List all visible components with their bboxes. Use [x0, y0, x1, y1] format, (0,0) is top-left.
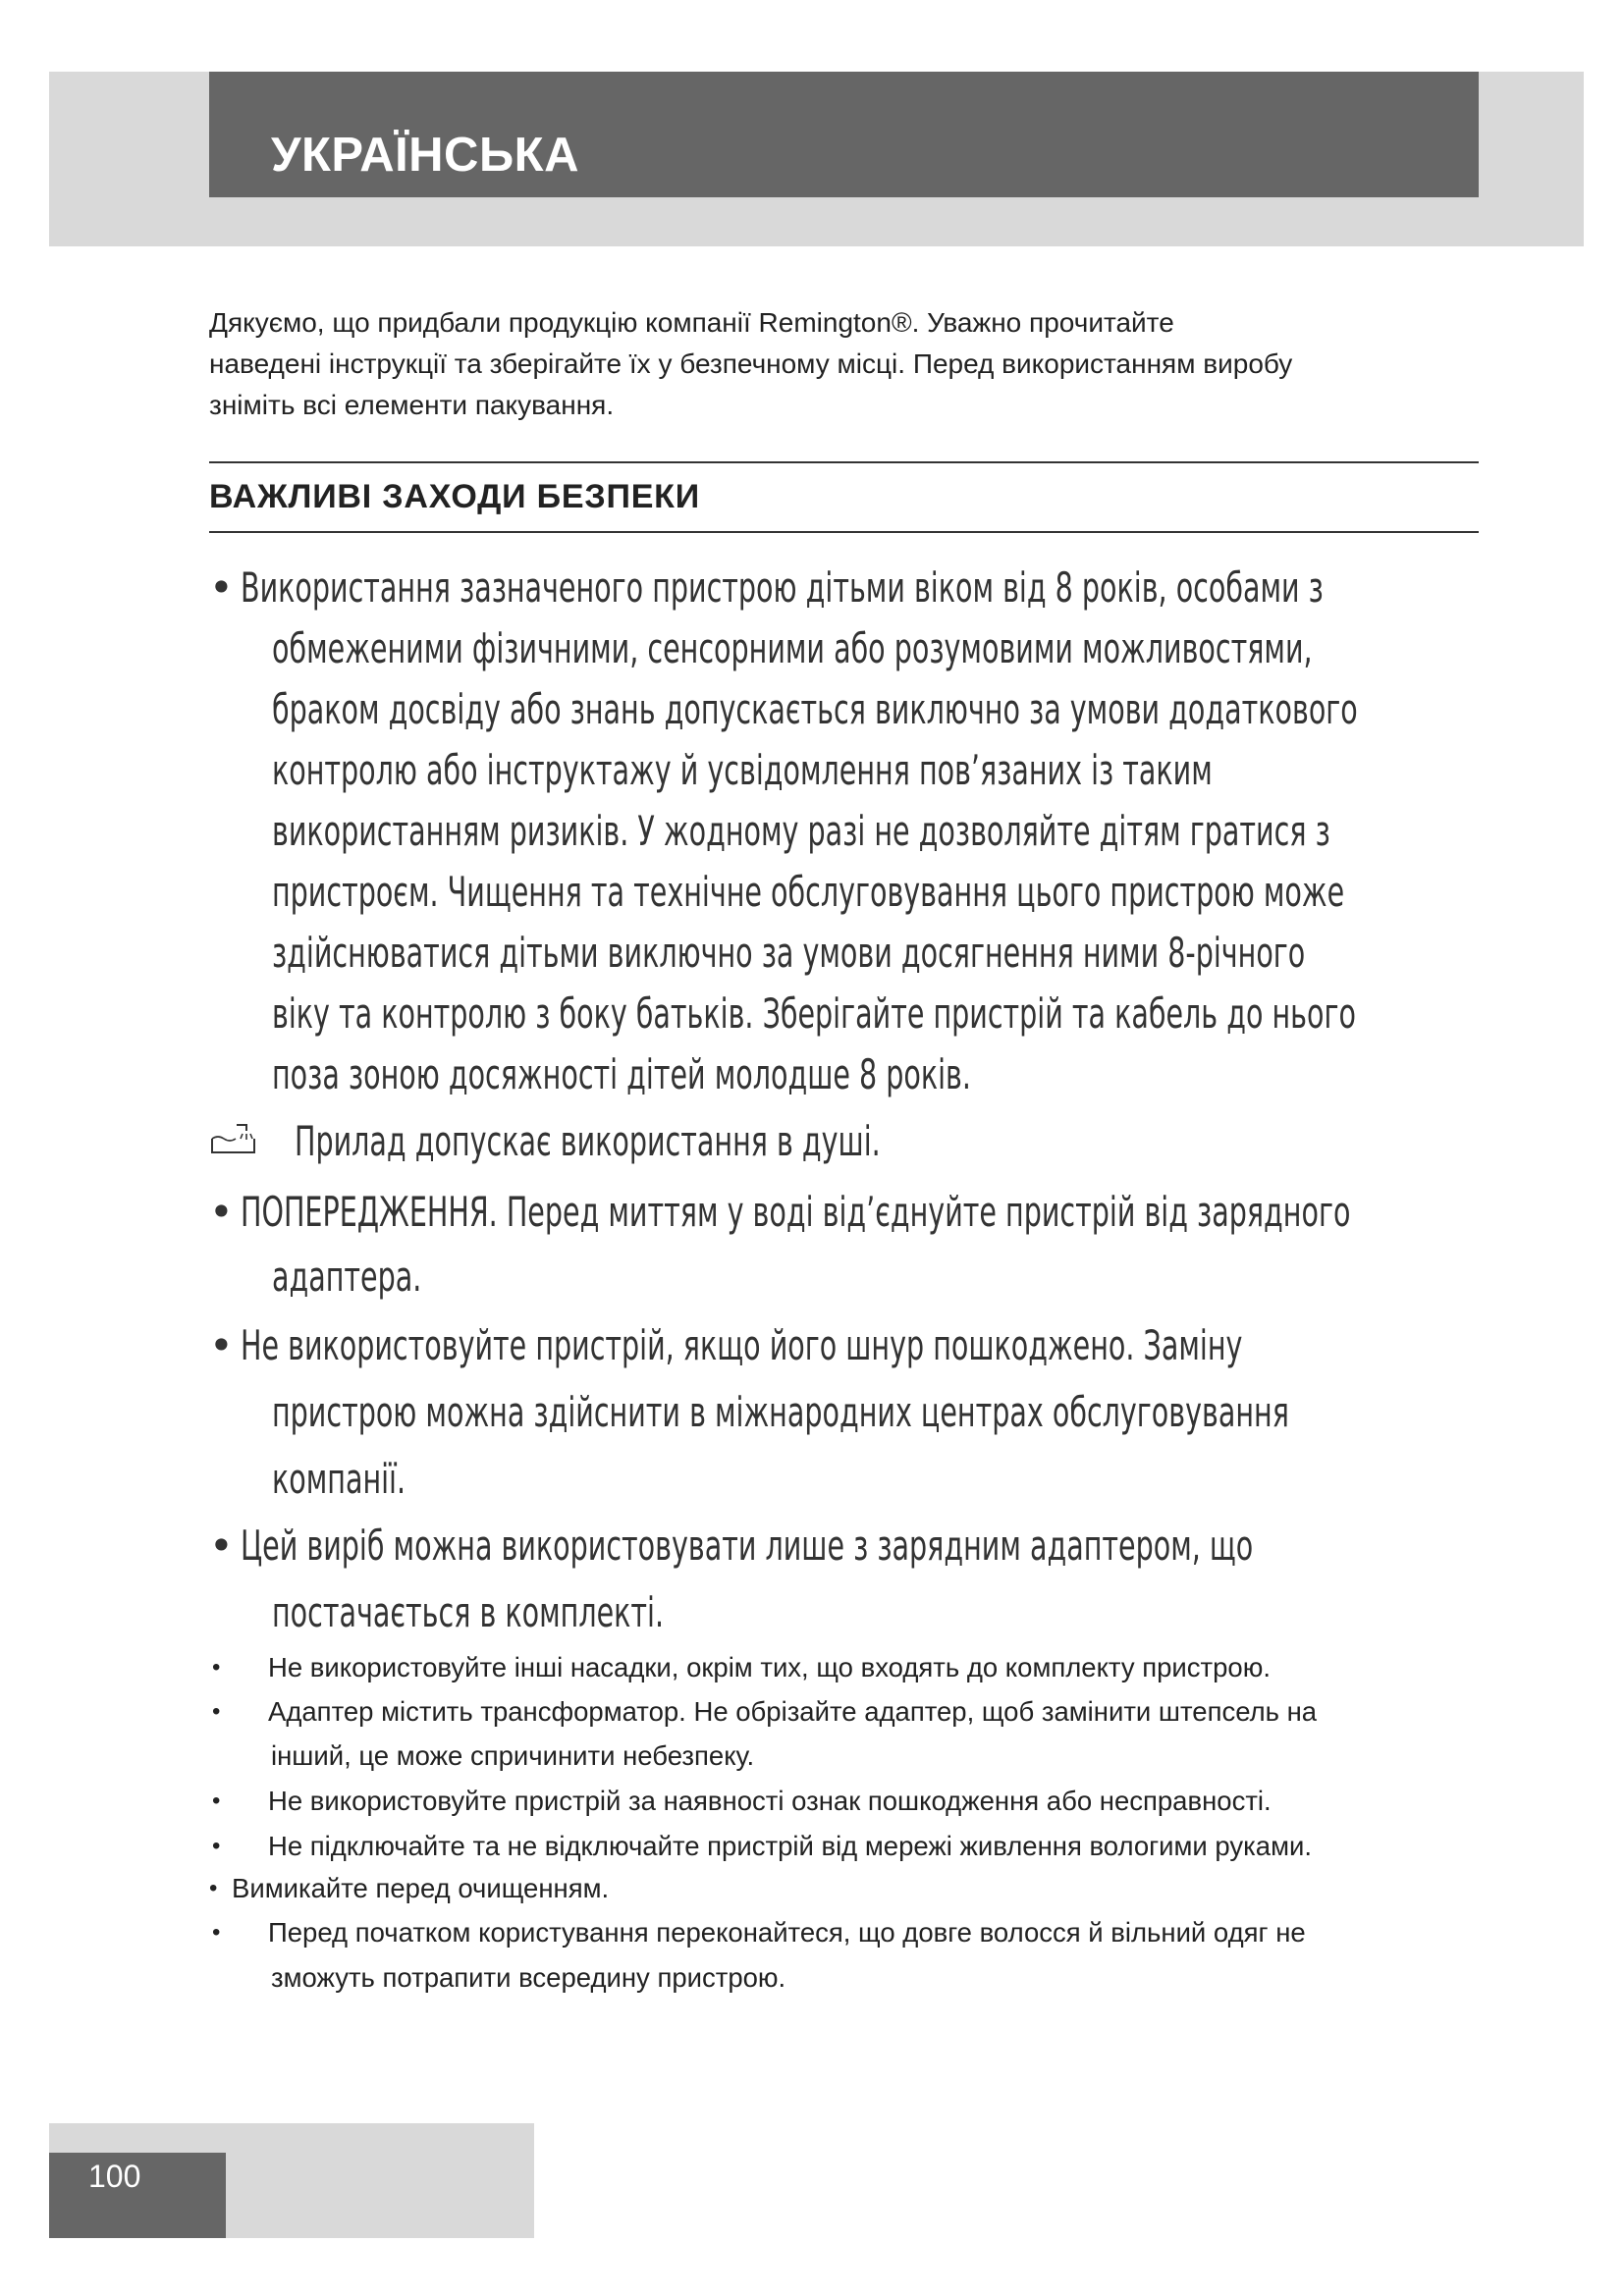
safety-text-line: обмеженими фізичними, сенсорними або розумовими можливостями, [272, 624, 1313, 672]
safety-text-line: Використання зазначеного пристрою дітьми віком від 8 років, особами з [241, 563, 1324, 612]
small-bullet-text: Вимикайте перед очищенням. [232, 1873, 610, 1903]
bullet-dot: • [212, 1919, 221, 1946]
page-number: 100 [88, 2159, 141, 2194]
heading-rule-top [209, 461, 1479, 463]
intro-paragraph [209, 302, 1486, 426]
safety-text-line: браком досвіду або знань допускається виключно за умови додаткового [272, 685, 1358, 733]
intro-line: зніміть всі елементи пакування. [209, 390, 615, 420]
shower-icon [209, 1121, 258, 1156]
bullet-dot: • [209, 1321, 234, 1369]
bullet-dot: • [209, 563, 234, 612]
small-bullet-text: Не використовуйте інші насадки, окрім тих, що входять до комплекту пристрою. [268, 1652, 1271, 1682]
bullet-dot: • [209, 1522, 234, 1570]
bullet-dot: • [209, 1188, 234, 1236]
safety-text-line: віку та контролю з боку батьків. Зберігайте пристрій та кабель до нього [272, 989, 1356, 1038]
bullet-dot: • [212, 1788, 221, 1814]
small-bullet-text: Перед початком користування переконайтеся, що довге волосся й вільний одяг не [268, 1917, 1306, 1948]
small-bullet-text: інший, це може спричинити небезпеку. [271, 1740, 755, 1771]
cord-text-line: компанії. [272, 1455, 406, 1503]
cord-text-line: пристрою можна здійснити в міжнародних центрах обслуговування [272, 1388, 1289, 1436]
shower-text: Прилад допускає використання в душі. [295, 1117, 881, 1165]
bullet-dot: • [212, 1833, 221, 1859]
small-bullet-text: зможуть потрапити всередину пристрою. [271, 1962, 786, 1993]
cord-text-line: Не використовуйте пристрій, якщо його шнур пошкоджено. Заміну [241, 1321, 1243, 1369]
warning-text-line: адаптера. [272, 1253, 422, 1301]
heading-rule-bottom [209, 531, 1479, 533]
bullet-dot: • [209, 1875, 218, 1901]
warning-text-line: ПОПЕРЕДЖЕННЯ. Перед миттям у воді від’єднуйте пристрій від зарядного [241, 1188, 1351, 1236]
safety-text-line: здійснюватися дітьми виключно за умови досягнення ними 8-річного [272, 929, 1306, 977]
small-bullet-text: Адаптер містить трансформатор. Не обрізайте адаптер, щоб замінити штепсель на [268, 1696, 1318, 1727]
section-heading: ВАЖЛИВІ ЗАХОДИ БЕЗПЕКИ [209, 478, 700, 515]
page-title: УКРАЇНСЬКА [271, 129, 579, 182]
safety-text-line: поза зоною досяжності дітей молодше 8 років. [272, 1050, 971, 1098]
adapter-text-line: Цей виріб можна використовувати лише з зарядним адаптером, що [241, 1522, 1254, 1570]
adapter-text-line: постачається в комплекті. [272, 1588, 665, 1636]
safety-text-line: використанням ризиків. У жодному разі не дозволяйте дітям гратися з [272, 807, 1330, 855]
safety-text-line: пристроєм. Чищення та технічне обслуговування цього пристрою може [272, 868, 1345, 916]
safety-text-line: контролю або інструктажу й усвідомлення пов’язаних із таким [272, 746, 1213, 794]
bullet-dot: • [212, 1654, 221, 1681]
intro-line: наведені інструкції та зберігайте їх у безпечному місці. Перед використанням виробу [209, 348, 1293, 379]
bullet-dot: • [212, 1698, 221, 1725]
intro-line: Дякуємо, що придбали продукцію компанії Remington®. Уважно прочитайте [209, 307, 1174, 338]
small-bullet-text: Не використовуйте пристрій за наявності ознак пошкодження або несправності. [268, 1786, 1272, 1816]
small-bullet-text: Не підключайте та не відключайте пристрій від мережі живлення вологими руками. [268, 1831, 1312, 1861]
